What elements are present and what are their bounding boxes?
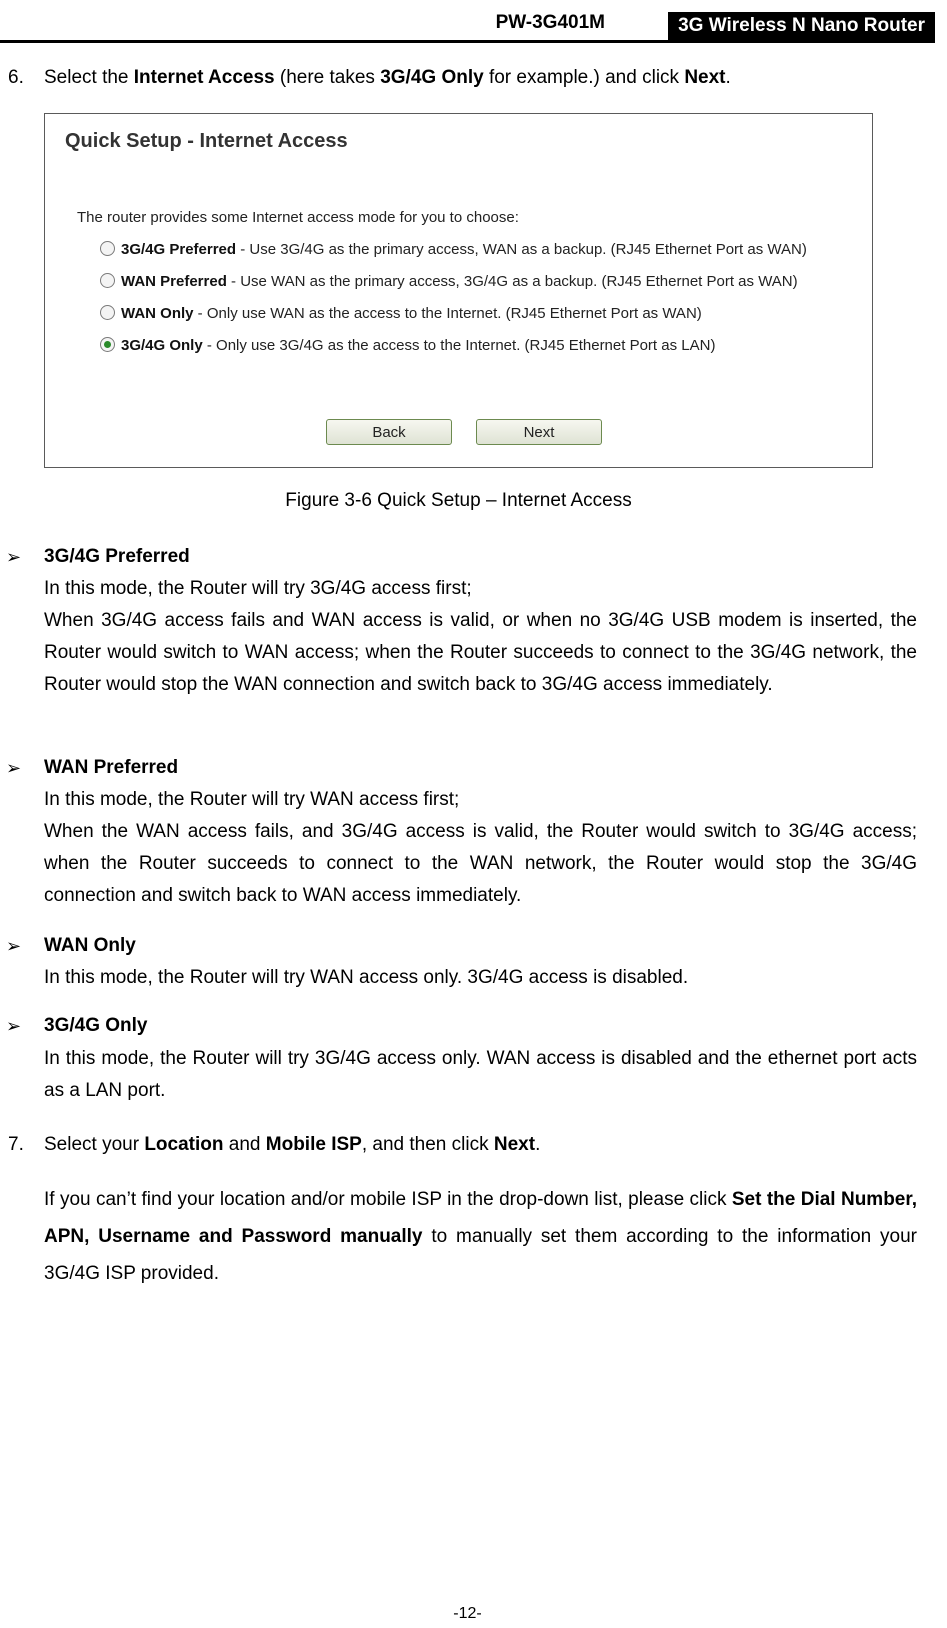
step7-note: If you can’t find your location and/or mobile ISP in the drop-down list, please click Set the Dial Number, APN, Username and Password manually to manually set them according to the information your 3G/4G ISP provided. — [44, 1189, 918, 1284]
mode-heading: WAN Preferred — [44, 757, 179, 778]
option-3g4g-only[interactable]: 3G/4G Only - Only use 3G/4G as the access to the Internet. (RJ45 Ethernet Port as LAN) — [100, 337, 715, 354]
option-3g4g-preferred[interactable]: 3G/4G Preferred - Use 3G/4G as the primary access, WAN as a backup. (RJ45 Ethernet Port as WAN) — [100, 241, 807, 258]
page-number: -12- — [453, 1605, 482, 1622]
screenshot-intro: The router provides some Internet access mode for you to choose: — [77, 209, 519, 226]
header-product: 3G Wireless N Nano Router — [668, 12, 935, 40]
step7-number: 7. — [8, 1134, 24, 1155]
mode-heading: WAN Only — [44, 935, 136, 956]
internet-access-screenshot — [44, 113, 873, 468]
bullet-arrow-icon: ➢ — [6, 547, 22, 567]
option-wan-only[interactable]: WAN Only - Only use WAN as the access to the Internet. (RJ45 Ethernet Port as WAN) — [100, 305, 702, 322]
radio-selected-icon[interactable] — [100, 337, 115, 352]
screenshot-title: Quick Setup - Internet Access — [65, 130, 348, 152]
radio-icon[interactable] — [100, 273, 115, 288]
radio-icon[interactable] — [100, 305, 115, 320]
radio-icon[interactable] — [100, 241, 115, 256]
mode-text: In this mode, the Router will try WAN access only. 3G/4G access is disabled. — [44, 967, 689, 988]
bullet-arrow-icon: ➢ — [6, 758, 22, 778]
figure-caption: Figure 3-6 Quick Setup – Internet Access — [285, 490, 632, 511]
bullet-arrow-icon: ➢ — [6, 936, 22, 956]
option-wan-preferred[interactable]: WAN Preferred - Use WAN as the primary access, 3G/4G as a backup. (RJ45 Ethernet Port as WAN) — [100, 273, 798, 290]
mode-text: In this mode, the Router will try 3G/4G access only. WAN access is disabled and the ethernet port acts as a LAN port. — [44, 1048, 917, 1101]
step6-text: Select the Internet Access (here takes 3G/4G Only for example.) and click Next. — [44, 67, 731, 88]
back-button[interactable]: Back — [326, 419, 452, 445]
mode-text: When the WAN access fails, and 3G/4G access is valid, the Router would switch to 3G/4G access; when the Router succeeds to connect to the WAN network, the Router would stop the 3G/4G connection and switch back to WAN access immediately. — [44, 821, 917, 906]
mode-heading: 3G/4G Only — [44, 1015, 148, 1036]
mode-heading: 3G/4G Preferred — [44, 546, 190, 567]
bullet-arrow-icon: ➢ — [6, 1016, 22, 1036]
header-model: PW-3G401M — [495, 12, 605, 33]
step7-text: Select your Location and Mobile ISP, and then click Next. — [44, 1134, 541, 1155]
page-header — [0, 0, 935, 43]
step6-number: 6. — [8, 67, 24, 88]
next-button[interactable]: Next — [476, 419, 602, 445]
mode-text: In this mode, the Router will try WAN access first; — [44, 789, 460, 810]
mode-text: In this mode, the Router will try 3G/4G access first; — [44, 578, 472, 599]
mode-text: When 3G/4G access fails and WAN access is valid, or when no 3G/4G USB modem is inserted, the Router would switch to WAN access; when the Router succeeds to connect to the 3G/4G network, the Router would stop the WAN connection and switch back to 3G/4G access immediately. — [44, 610, 917, 695]
